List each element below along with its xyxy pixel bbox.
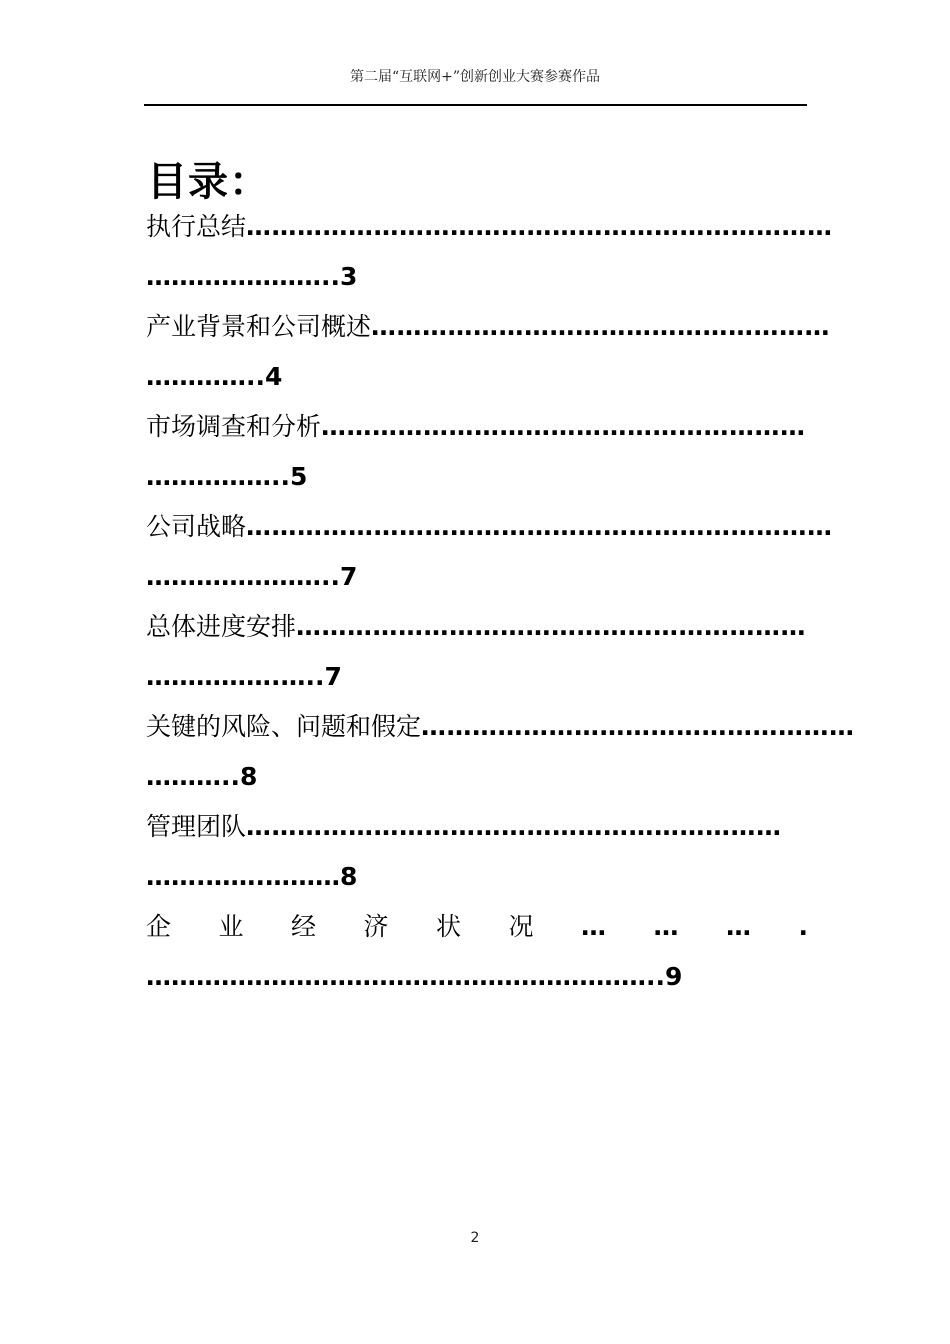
toc-entry-company-strategy[interactable] (146, 502, 833, 602)
header-divider (144, 104, 807, 106)
toc-char: 经 (291, 912, 317, 941)
toc-leader-dots: …………………………………………………………… (246, 512, 833, 541)
toc-entry-industry-background[interactable] (146, 302, 831, 402)
toc-entry-schedule[interactable] (146, 602, 808, 702)
toc-entry-page: ……………………………………………………..9 (146, 962, 683, 991)
toc-entry-page: …………..4 (146, 362, 283, 391)
toc-leader-dots: ……………………………………………… (371, 312, 831, 341)
toc-char: 况 (508, 912, 534, 941)
toc-entry-page: ……………..5 (146, 462, 308, 491)
toc-entry-page: …………………..3 (146, 262, 358, 291)
toc-entry-title-justified (146, 902, 808, 952)
toc-entry-page: …………….…..7 (146, 662, 342, 691)
toc-char: 业 (218, 912, 244, 941)
toc-entry-title: 公司战略 (146, 512, 247, 541)
toc-leader-dots: …………………………………………………… (296, 612, 807, 641)
toc-char: 企 (146, 912, 172, 941)
toc-leader-dots: …………………………………………… (421, 712, 855, 741)
toc-leader-dots: …………………………………………………………… (246, 212, 833, 241)
page-header: 第二届“互联网+”创新创业大赛参赛作品 (349, 69, 601, 85)
toc-char: 状 (436, 912, 462, 941)
toc-entry-executive-summary[interactable] (146, 202, 833, 302)
toc-entry-management-team[interactable] (146, 802, 808, 902)
toc-entry-title: 总体进度安排 (146, 612, 297, 641)
toc-leader-dots: ……………………………………………………… (246, 812, 782, 841)
toc-entry-title: 市场调查和分析 (146, 412, 322, 441)
toc-entry-page: ………..8 (146, 762, 258, 791)
toc-leader-dot: … (725, 912, 751, 941)
toc-leader-dot: … (581, 912, 606, 941)
toc-entry-title: 执行总结 (146, 212, 247, 241)
toc-entry-title: 管理团队 (146, 812, 247, 841)
toc-entry-page: …….…….………8 (146, 862, 358, 891)
page-number: 2 (470, 1230, 480, 1246)
toc-leader-dot: … (653, 912, 679, 941)
toc-char: 济 (363, 912, 389, 941)
toc-entry-market-research[interactable] (146, 402, 808, 502)
toc-entry-title: 关键的风险、问题和假定 (146, 712, 422, 741)
toc-entry-page: …………………..7 (146, 562, 358, 591)
toc-entry-title: 产业背景和公司概述 (146, 312, 372, 341)
toc-leader-dot: . (798, 912, 808, 941)
toc-title: 目录： (147, 159, 270, 205)
toc-entry-risks[interactable] (146, 702, 855, 802)
toc-entry-financials[interactable] (146, 902, 808, 1002)
toc-leader-dots: ………………………………………………… (321, 412, 806, 441)
